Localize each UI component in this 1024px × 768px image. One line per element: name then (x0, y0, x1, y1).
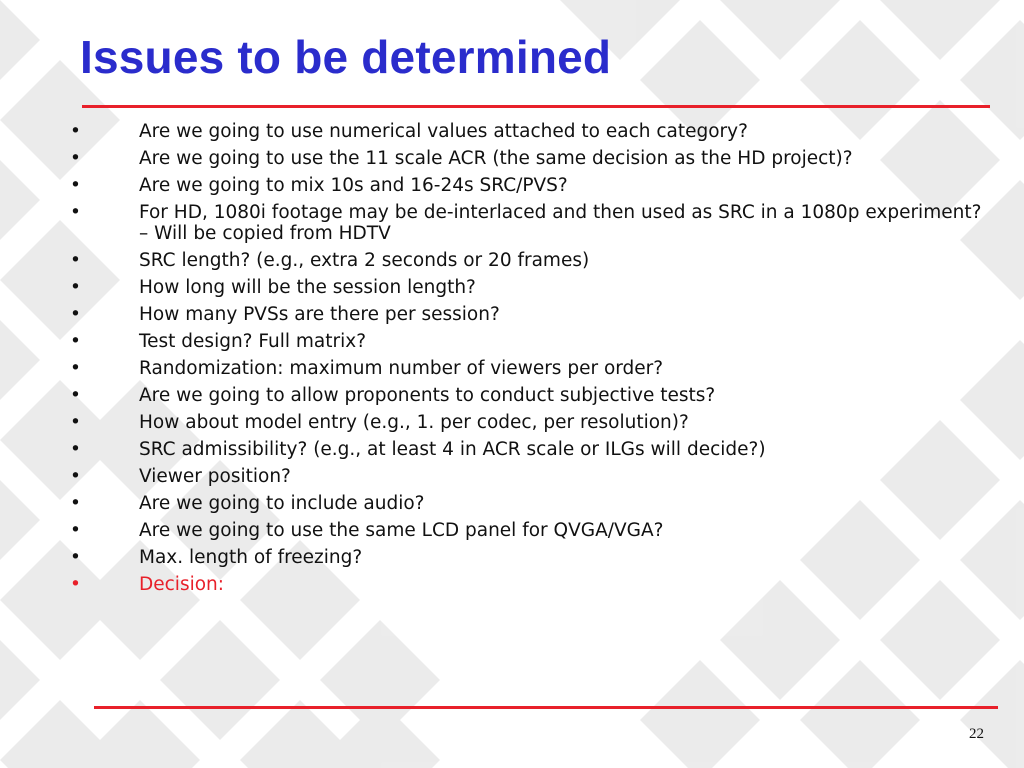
bullet-text: How long will be the session length? (139, 277, 476, 298)
bullet-symbol: • (70, 202, 81, 223)
bullet-symbol: • (70, 304, 81, 325)
bullet-item (62, 547, 982, 568)
bullet-item (62, 358, 982, 379)
bullet-item (62, 121, 982, 142)
bullet-symbol: • (70, 520, 81, 541)
bullet-item (62, 202, 982, 244)
slide-title: Issues to be determined (80, 31, 612, 83)
bullet-symbol: • (70, 277, 81, 298)
bullet-symbol: • (70, 574, 81, 595)
title-divider-line (82, 105, 990, 108)
bullet-symbol: • (70, 358, 81, 379)
bullet-text: Are we going to mix 10s and 16-24s SRC/PVS? (139, 175, 568, 196)
bullet-symbol: • (70, 148, 81, 169)
bullet-text: Are we going to use the same LCD panel for QVGA/VGA? (139, 520, 664, 541)
bullet-text: Are we going to include audio? (139, 493, 425, 514)
bullet-item (62, 574, 982, 595)
bullet-item (62, 175, 982, 196)
bullet-symbol: • (70, 250, 81, 271)
bullet-text: Decision: (139, 574, 224, 595)
bullet-symbol: • (70, 466, 81, 487)
bullet-symbol: • (70, 493, 81, 514)
bullet-text: How many PVSs are there per session? (139, 304, 500, 325)
bullet-text: How about model entry (e.g., 1. per codec, per resolution)? (139, 412, 689, 433)
bullet-item (62, 250, 982, 271)
bullet-text: Randomization: maximum number of viewers per order? (139, 358, 664, 379)
bullet-symbol: • (70, 331, 81, 352)
bullet-text: Viewer position? (139, 466, 291, 487)
footer-divider-line (94, 706, 998, 709)
bullet-item (62, 439, 982, 460)
bullet-text: Max. length of freezing? (139, 547, 363, 568)
bullet-item (62, 331, 982, 352)
bullet-item (62, 493, 982, 514)
bullet-item (62, 520, 982, 541)
bullet-item (62, 304, 982, 325)
bullet-text: SRC length? (e.g., extra 2 seconds or 20 frames) (139, 250, 590, 271)
bullet-item (62, 385, 982, 406)
bullet-item (62, 466, 982, 487)
bullet-symbol: • (70, 121, 81, 142)
bullet-item (62, 277, 982, 298)
page-number: 22 (969, 726, 984, 742)
bullet-item (62, 148, 982, 169)
bullet-symbol: • (70, 175, 81, 196)
bullet-item (62, 412, 982, 433)
bullet-text: Test design? Full matrix? (139, 331, 367, 352)
bullet-symbol: • (70, 439, 81, 460)
bullet-text: SRC admissibility? (e.g., at least 4 in ACR scale or ILGs will decide?) (139, 439, 766, 460)
bullet-symbol: • (70, 412, 81, 433)
bullet-text: For HD, 1080i footage may be de-interlaced and then used as SRC in a 1080p experiment? – Will be copied from HDTV (139, 202, 982, 244)
bullet-symbol: • (70, 547, 81, 568)
bullet-text: Are we going to use the 11 scale ACR (the same decision as the HD project)? (139, 148, 853, 169)
bullet-list (62, 121, 982, 601)
bullet-text: Are we going to use numerical values attached to each category? (139, 121, 748, 142)
bullet-symbol: • (70, 385, 81, 406)
bullet-text: Are we going to allow proponents to conduct subjective tests? (139, 385, 716, 406)
